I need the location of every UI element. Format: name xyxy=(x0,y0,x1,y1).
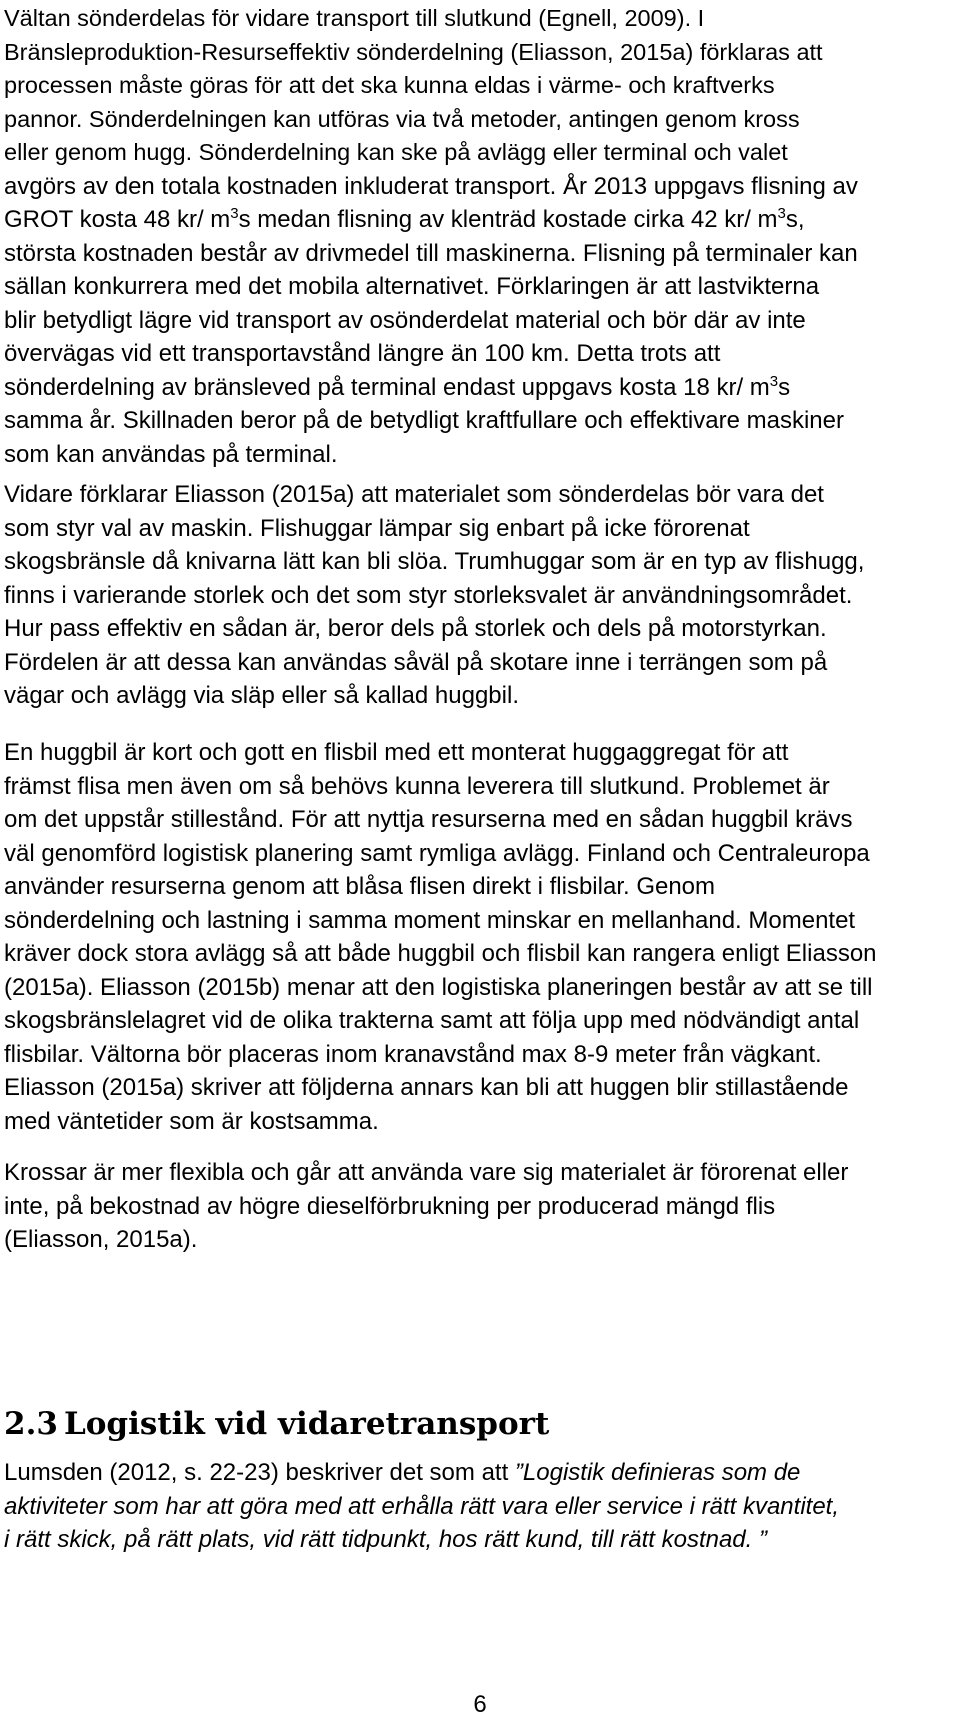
section-number: 2.3 xyxy=(4,1406,58,1442)
superscript: 3 xyxy=(230,205,239,222)
text-line: Krossar är mer flexibla och går att använda vare sig materialet är förorenat eller xyxy=(4,1159,849,1186)
text-line: som kan användas på terminal. xyxy=(4,440,338,468)
text-line: (Eliasson, 2015a). xyxy=(4,1226,198,1253)
text-line xyxy=(4,371,956,405)
text-line: sällan konkurrera med det mobila alternativet. Förklaringen är att lastvikterna xyxy=(4,273,820,300)
text-line: sönderdelning och lastning i samma moment minskar en mellanhand. Momentet xyxy=(4,906,856,934)
text-line: samma år. Skillnaden beror på de betydligt kraftfullare och effektivare maskiner xyxy=(4,407,844,434)
text-segment: sönderdelning av bränsleved på terminal endast uppgavs kosta 18 kr/ m xyxy=(4,373,770,401)
text-line: Vältan sönderdelas för vidare transport till slutkund (Egnell, 2009). I xyxy=(4,5,705,31)
paragraph-2 xyxy=(4,478,956,713)
page-number: 6 xyxy=(473,1691,487,1718)
text-line: skogsbränsle då knivarna lätt kan bli slöa. Trumhuggar som är en typ av flishugg, xyxy=(4,548,865,575)
text-line: finns i varierande storlek och det som styr storleksvalet är användningsområdet. xyxy=(4,581,853,609)
superscript: 3 xyxy=(777,205,786,222)
text-line: En huggbil är kort och gott en flisbil med ett monterat huggaggregat för att xyxy=(4,739,789,766)
text-line: avgörs av den totala kostnaden inkluderat transport. År 2013 uppgavs flisning av xyxy=(4,172,858,200)
text-segment: s xyxy=(778,373,791,401)
quote-intro: Lumsden (2012, s. 22-23) beskriver det som att xyxy=(4,1459,515,1486)
quote-text: i rätt skick, på rätt plats, vid rätt tidpunkt, hos rätt kund, till rätt kostnad. ” xyxy=(4,1526,767,1553)
paragraph-3 xyxy=(4,736,956,1138)
quote-text: aktiviteter som har att göra med att erhålla rätt vara eller service i rätt kvantitet, xyxy=(4,1492,840,1520)
paragraph-4 xyxy=(4,1156,956,1257)
text-line: övervägas vid ett transportavstånd längre än 100 km. Detta trots att xyxy=(4,340,721,367)
text-line: blir betydligt lägre vid transport av osönderdelat material och bör där av inte xyxy=(4,306,806,334)
text-line: med väntetider som är kostsamma. xyxy=(4,1107,379,1135)
paragraph-1 xyxy=(4,2,956,471)
text-line: väl genomförd logistisk planering samt rymliga avlägg. Finland och Centraleuropa xyxy=(4,839,870,867)
text-line: Vidare förklarar Eliasson (2015a) att materialet som sönderdelas bör vara det xyxy=(4,481,824,508)
text-segment: s, xyxy=(785,206,805,233)
text-line: som styr val av maskin. Flishuggar lämpar sig enbart på icke förorenat xyxy=(4,514,750,542)
text-line: Bränsleproduktion-Resurseffektiv sönderdelning (Eliasson, 2015a) förklaras att xyxy=(4,38,823,65)
text-line: kräver dock stora avlägg så att både huggbil och flisbil kan rangera enligt Eliasson xyxy=(4,940,877,967)
text-line: Hur pass effektiv en sådan är, beror dels på storlek och dels på motorstyrkan. xyxy=(4,615,827,642)
text-segment: s medan flisning av klenträd kostade cirka 42 kr/ m xyxy=(238,206,778,233)
text-line: skogsbränslelagret vid de olika trakterna samt att följa upp med nödvändigt antal xyxy=(4,1007,860,1034)
section-heading xyxy=(4,1404,549,1444)
text-line: vägar och avlägg via släp eller så kallad huggbil. xyxy=(4,682,519,709)
text-line: största kostnaden består av drivmedel till maskinerna. Flisning på terminaler kan xyxy=(4,239,858,267)
text-line: flisbilar. Vältorna bör placeras inom kranavstånd max 8-9 meter från vägkant. xyxy=(4,1040,822,1068)
text-line: inte, på bekostnad av högre dieselförbrukning per producerad mängd flis xyxy=(4,1192,776,1220)
superscript: 3 xyxy=(769,372,779,390)
text-line: Eliasson (2015a) skriver att följderna annars kan bli att huggen blir stillastående xyxy=(4,1074,849,1101)
text-line: (2015a). Eliasson (2015b) menar att den logistiska planeringen består av att se till xyxy=(4,973,873,1001)
text-line xyxy=(4,1456,956,1490)
text-line: om det uppstår stillestånd. För att nyttja resurserna med en sådan huggbil krävs xyxy=(4,806,853,833)
definition-paragraph xyxy=(4,1456,956,1557)
text-line: eller genom hugg. Sönderdelning kan ske på avlägg eller terminal och valet xyxy=(4,139,788,165)
text-line xyxy=(4,203,956,237)
section-title: Logistik vid vidaretransport xyxy=(63,1406,550,1442)
text-line: processen måste göras för att det ska kunna eldas i värme- och kraftverks xyxy=(4,72,775,98)
text-segment: GROT kosta 48 kr/ m xyxy=(4,206,231,233)
quote-text: ”Logistik definieras som de xyxy=(514,1459,801,1486)
text-line: främst flisa men även om så behövs kunna leverera till slutkund. Problemet är xyxy=(4,772,830,800)
text-line: Fördelen är att dessa kan användas såväl på skotare inne i terrängen som på xyxy=(4,648,828,676)
text-line: pannor. Sönderdelningen kan utföras via två metoder, antingen genom kross xyxy=(4,105,800,132)
text-line: använder resurserna genom att blåsa flisen direkt i flisbilar. Genom xyxy=(4,873,716,900)
